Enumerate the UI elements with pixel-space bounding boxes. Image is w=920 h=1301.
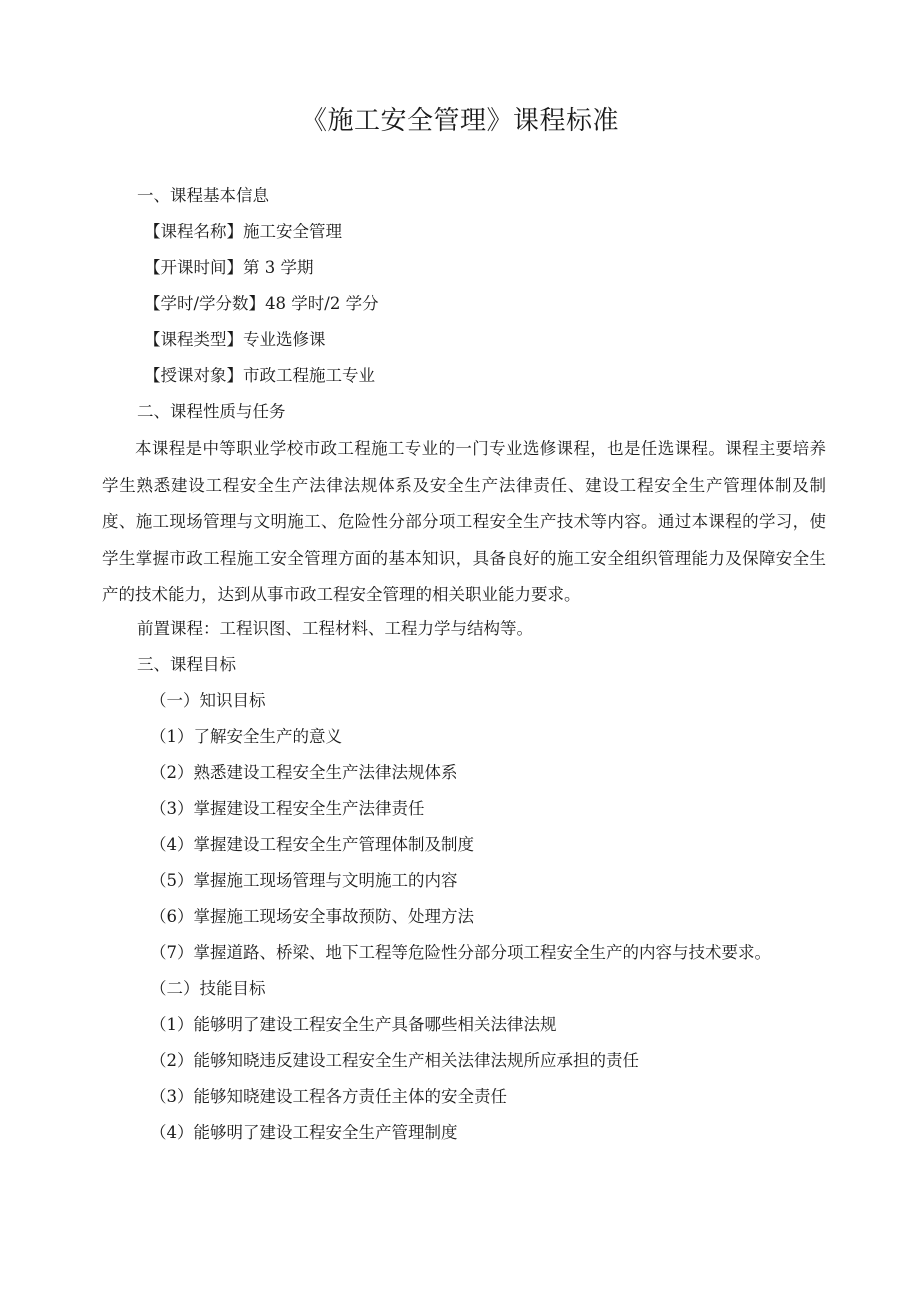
section-heading-objectives: 三、课程目标 <box>137 655 236 674</box>
info-field-course-name <box>144 220 342 244</box>
skill-item: （4）能够明了建设工程安全生产管理制度 <box>150 1123 458 1142</box>
info-field-course-type <box>144 328 326 352</box>
info-field-hours-credits <box>144 292 379 316</box>
knowledge-item: （7）掌握道路、桥梁、地下工程等危险性分部分项工程安全生产的内容与技术要求。 <box>150 943 771 962</box>
field-label: 【学时/学分数】 <box>144 294 266 313</box>
section-heading-basic-info: 一、课程基本信息 <box>137 186 269 205</box>
skill-item: （1）能够明了建设工程安全生产具备哪些相关法律法规 <box>150 1015 557 1034</box>
skill-item: （3）能够知晓建设工程各方责任主体的安全责任 <box>150 1087 507 1106</box>
field-label: 【授课对象】 <box>144 366 243 385</box>
skill-item: （2）能够知晓违反建设工程安全生产相关法律法规所应承担的责任 <box>150 1051 639 1070</box>
document-title: 《施工安全管理》课程标准 <box>300 106 619 136</box>
info-field-semester <box>144 256 314 280</box>
field-value: 48 学时/2 学分 <box>265 294 379 313</box>
knowledge-item: （2）熟悉建设工程安全生产法律法规体系 <box>150 763 458 782</box>
knowledge-item: （4）掌握建设工程安全生产管理体制及制度 <box>150 835 474 854</box>
subheading-knowledge-objectives: （一）知识目标 <box>150 691 266 710</box>
knowledge-item: （1）了解安全生产的意义 <box>150 727 342 746</box>
field-value: 施工安全管理 <box>243 222 342 241</box>
info-field-audience <box>144 364 375 388</box>
subheading-skill-objectives: （二）技能目标 <box>150 979 266 998</box>
field-label: 【开课时间】 <box>144 258 243 277</box>
field-value: 专业选修课 <box>243 330 326 349</box>
knowledge-item: （6）掌握施工现场安全事故预防、处理方法 <box>150 907 474 926</box>
field-label: 【课程名称】 <box>144 222 243 241</box>
knowledge-item: （5）掌握施工现场管理与文明施工的内容 <box>150 871 458 890</box>
section-heading-nature-tasks: 二、课程性质与任务 <box>137 402 286 421</box>
field-value: 市政工程施工专业 <box>243 366 375 385</box>
course-description-paragraph: 本课程是中等职业学校市政工程施工专业的一门专业选修课程，也是任选课程。课程主要培养学生熟悉建设工程安全生产法律法规体系及安全生产法律责任、建设工程安全生产管理体制及制度、施工现场管理与文明施工、危险性分部分项工程安全生产技术等内容。通过本课程的学习，使学生掌握市政工程施工安全管理方面的基本知识，具备良好的施工安全组织管理能力及保障安全生产的技术能力，达到从事市政工程安全管理的相关职业能力要求。 <box>102 439 826 604</box>
field-label: 【课程类型】 <box>144 330 243 349</box>
field-value: 第 3 学期 <box>243 258 314 277</box>
knowledge-item: （3）掌握建设工程安全生产法律责任 <box>150 799 425 818</box>
prerequisite-courses: 前置课程：工程识图、工程材料、工程力学与结构等。 <box>137 619 533 638</box>
